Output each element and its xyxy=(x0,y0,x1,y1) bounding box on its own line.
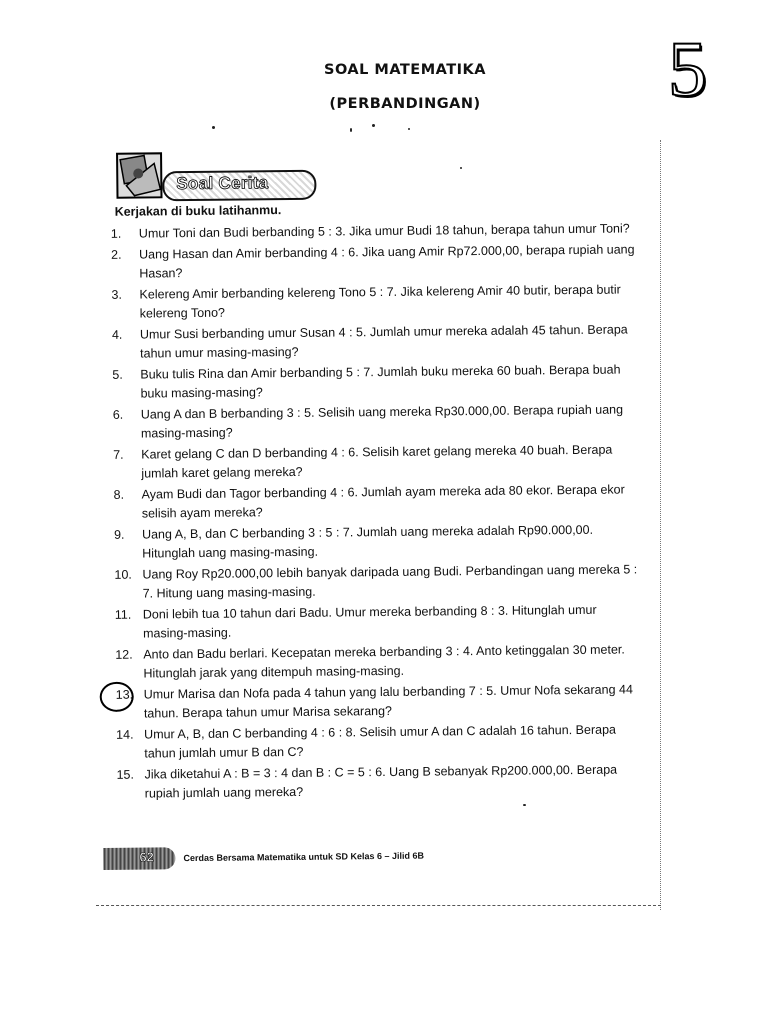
question-number: 5. xyxy=(112,367,123,382)
question-number: 8. xyxy=(113,487,125,502)
question-number: 2. xyxy=(111,247,122,262)
scanned-page xyxy=(96,144,644,900)
scan-speck xyxy=(408,128,410,130)
question-text: Jika diketahui A : B = 3 : 4 dan B : C = 5 : 6. Uang B sebanyak Rp200.000,00. Berapa rupiah jumlah uang mereka? xyxy=(144,762,618,801)
question-number: 10. xyxy=(114,567,132,582)
question-number: 12. xyxy=(115,647,133,662)
question-item xyxy=(101,640,641,684)
instruction-text: Kerjakan di buku latihanmu. xyxy=(114,203,282,219)
document-title: SOAL MATEMATIKA xyxy=(324,62,486,78)
scan-speck xyxy=(212,126,215,129)
question-item xyxy=(102,680,642,724)
question-number: 15. xyxy=(116,767,135,782)
page-number: 5 xyxy=(668,25,707,112)
question-number: 13. xyxy=(115,687,134,702)
question-text: Umur Susi berbanding umur Susan 4 : 5. Jumlah umur mereka adalah 45 tahun. Berapa tahun umur masing-masing? xyxy=(139,322,628,361)
footer-book-title: Cerdas Bersama Matematika untuk SD Kelas 6 – Jilid 6B xyxy=(183,850,425,864)
question-list xyxy=(97,219,643,806)
document-subtitle: (PERBANDINGAN) xyxy=(329,96,481,112)
question-number: 7. xyxy=(113,447,124,462)
question-text: Ayam Budi dan Tagor berbanding 4 : 6. Jumlah ayam mereka ada 80 ekor. Berapa ekor selisih ayam mereka? xyxy=(141,482,625,521)
question-item xyxy=(100,520,640,564)
question-text: Uang A dan B berbanding 3 : 5. Selisih uang mereka Rp30.000,00. Berapa rupiah uang masing-masing? xyxy=(140,402,624,441)
question-item xyxy=(99,440,639,484)
question-text: Uang A, B, dan C berbanding 3 : 5 : 7. Jumlah uang mereka adalah Rp90.000,00. Hitunglah uang masing-masing. xyxy=(141,522,594,561)
question-item xyxy=(100,560,640,604)
question-number: 1. xyxy=(110,226,122,241)
question-item xyxy=(97,240,637,284)
question-text: Umur Toni dan Budi berbanding 5 : 3. Jika umur Budi 18 tahun, berapa tahun umur Toni? xyxy=(138,221,630,241)
scan-edge-right xyxy=(660,140,661,910)
scan-speck xyxy=(372,124,375,127)
scan-speck xyxy=(460,167,462,169)
section-badge-label: Soal Cerita xyxy=(176,173,269,194)
question-number: 3. xyxy=(111,287,123,302)
question-text: Umur A, B, dan C berbanding 4 : 6 : 8. Selisih umur A dan C adalah 16 tahun. Berapa tahun jumlah umur B dan C? xyxy=(144,722,616,761)
question-number: 11. xyxy=(114,607,132,622)
question-number: 6. xyxy=(112,407,124,422)
question-item xyxy=(101,600,641,644)
question-item xyxy=(102,760,642,804)
question-text: Karet gelang C dan D berbanding 4 : 6. Selisih karet gelang mereka 40 buah. Berapa jumlah karet gelang mereka? xyxy=(141,442,613,481)
question-number: 14. xyxy=(116,727,134,742)
section-badge xyxy=(114,148,320,202)
question-item xyxy=(102,720,642,764)
question-text: Umur Marisa dan Nofa pada 4 tahun yang lalu berbanding 7 : 5. Umur Nofa sekarang 44 tahun. Berapa tahun umur Marisa sekarang? xyxy=(143,682,633,721)
question-text: Kelereng Amir berbanding kelereng Tono 5 : 7. Jika kelereng Amir 40 butir, berapa butir kelereng Tono? xyxy=(139,282,621,321)
question-item xyxy=(98,360,638,404)
question-number: 9. xyxy=(113,527,125,542)
question-text: Doni lebih tua 10 tahun dari Badu. Umur mereka berbanding 8 : 3. Hitunglah umur masing-masing. xyxy=(142,602,597,641)
question-text: Uang Hasan dan Amir berbanding 4 : 6. Jika uang Amir Rp72.000,00, berapa rupiah uang Hasan? xyxy=(139,242,635,281)
question-text: Buku tulis Rina dan Amir berbanding 5 : 7. Jumlah buku mereka 60 buah. Berapa buah buku masing-masing? xyxy=(140,362,621,401)
question-item xyxy=(99,400,639,444)
question-text: Anto dan Badu berlari. Kecepatan mereka berbanding 3 : 4. Anto ketinggalan 30 meter. Hitunglah jarak yang ditempuh masing-masing. xyxy=(143,642,625,681)
scan-edge-bottom xyxy=(96,905,661,906)
scan-speck xyxy=(523,804,526,806)
scan-speck xyxy=(350,128,352,132)
question-text: Uang Roy Rp20.000,00 lebih banyak daripada uang Budi. Perbandingan uang mereka 5 : 7. Hitung uang masing-masing. xyxy=(142,562,638,601)
footer-page-number: 62 xyxy=(139,849,154,865)
question-item xyxy=(98,320,638,364)
question-item xyxy=(97,280,637,324)
question-item xyxy=(100,480,640,524)
question-number: 4. xyxy=(111,327,123,342)
page-footer xyxy=(103,840,643,876)
